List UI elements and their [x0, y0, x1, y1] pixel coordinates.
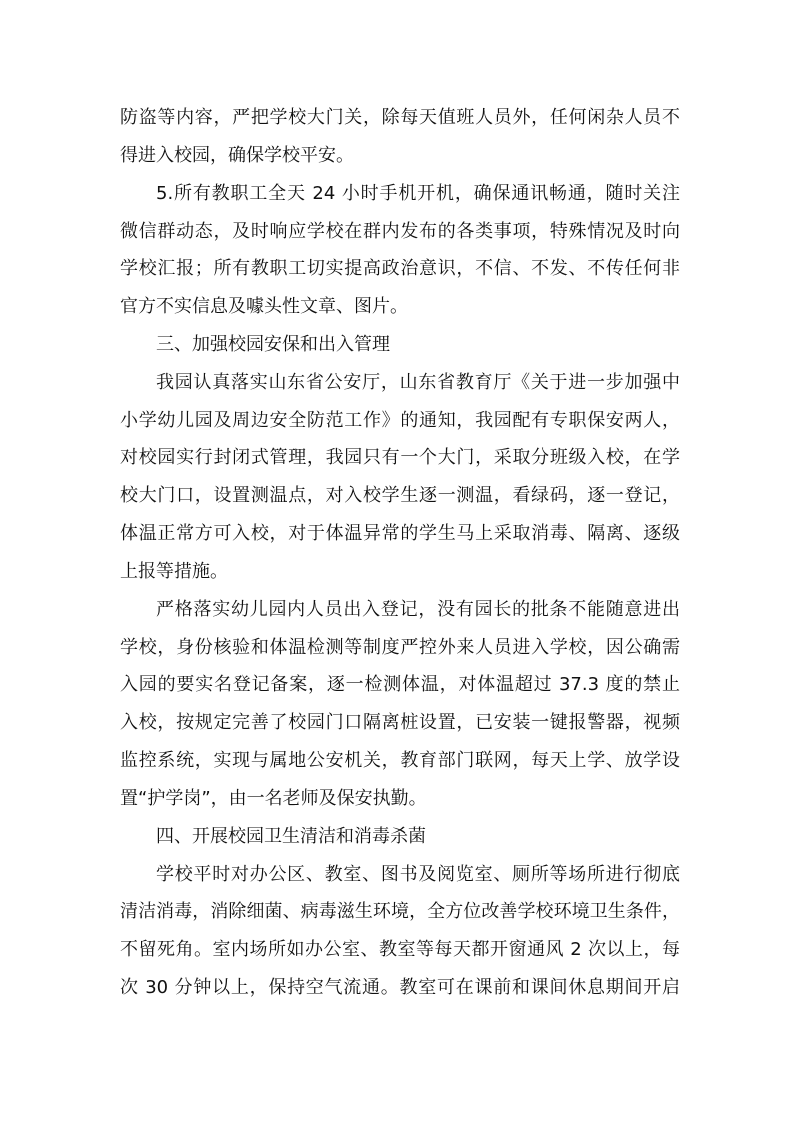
- section-heading: 三、加强校园安保和出入管理: [156, 334, 390, 355]
- text-line: 清洁消毒，消除细菌、病毒滋生环境，全方位改善学校环境卫生条件，: [120, 901, 680, 922]
- text-line: 微信群动态，及时响应学校在群内发布的各类事项，特殊情况及时向: [120, 221, 680, 242]
- text-line: 不留死角。室内场所如办公室、教室等每天都开窗通风 2 次以上，每: [120, 939, 680, 960]
- text-line: 次 30 分钟以上，保持空气流通。教室可在课前和课间休息期间开启: [120, 977, 680, 998]
- text-line: 上报等措施。: [120, 561, 228, 582]
- text-line: 防盗等内容，严把学校大门关，除每天值班人员外，任何闲杂人员不: [120, 107, 680, 128]
- text-line: 学校平时对办公区、教室、图书及阅览室、厕所等场所进行彻底: [156, 864, 680, 885]
- text-line: 监控系统，实现与属地公安机关，教育部门联网，每天上学、放学设: [120, 750, 680, 771]
- text-line: 学校汇报；所有教职工切实提高政治意识，不信、不发、不传任何非: [120, 258, 680, 279]
- text-line: 校大门口，设置测温点，对入校学生逐一测温，看绿码，逐一登记，: [120, 485, 680, 506]
- text-line: 严格落实幼儿园内人员出入登记，没有园长的批条不能随意进出: [156, 599, 680, 620]
- text-line: 5.所有教职工全天 24 小时手机开机，确保通讯畅通，随时关注: [156, 183, 680, 204]
- text-line: 体温正常方可入校，对于体温异常的学生马上采取消毒、隔离、逐级: [120, 523, 680, 544]
- text-line: 我园认真落实山东省公安厅，山东省教育厅《关于进一步加强中: [156, 372, 680, 393]
- text-line: 学校，身份核验和体温检测等制度严控外来人员进入学校，因公确需: [120, 637, 680, 658]
- text-line: 对校园实行封闭式管理，我园只有一个大门，采取分班级入校，在学: [120, 447, 680, 468]
- text-line: 官方不实信息及噱头性文章、图片。: [120, 296, 408, 317]
- text-line: 置“护学岗”，由一名老师及保安执勤。: [120, 788, 427, 809]
- text-line: 小学幼儿园及周边安全防范工作》的通知，我园配有专职保安两人，: [120, 410, 680, 431]
- text-line: 入校，按规定完善了校园门口隔离桩设置，已安装一键报警器，视频: [120, 712, 680, 733]
- text-line: 得进入校园，确保学校平安。: [120, 145, 354, 166]
- section-heading: 四、开展校园卫生清洁和消毒杀菌: [156, 826, 426, 847]
- text-line: 入园的要实名登记备案，逐一检测体温，对体温超过 37.3 度的禁止: [120, 674, 680, 695]
